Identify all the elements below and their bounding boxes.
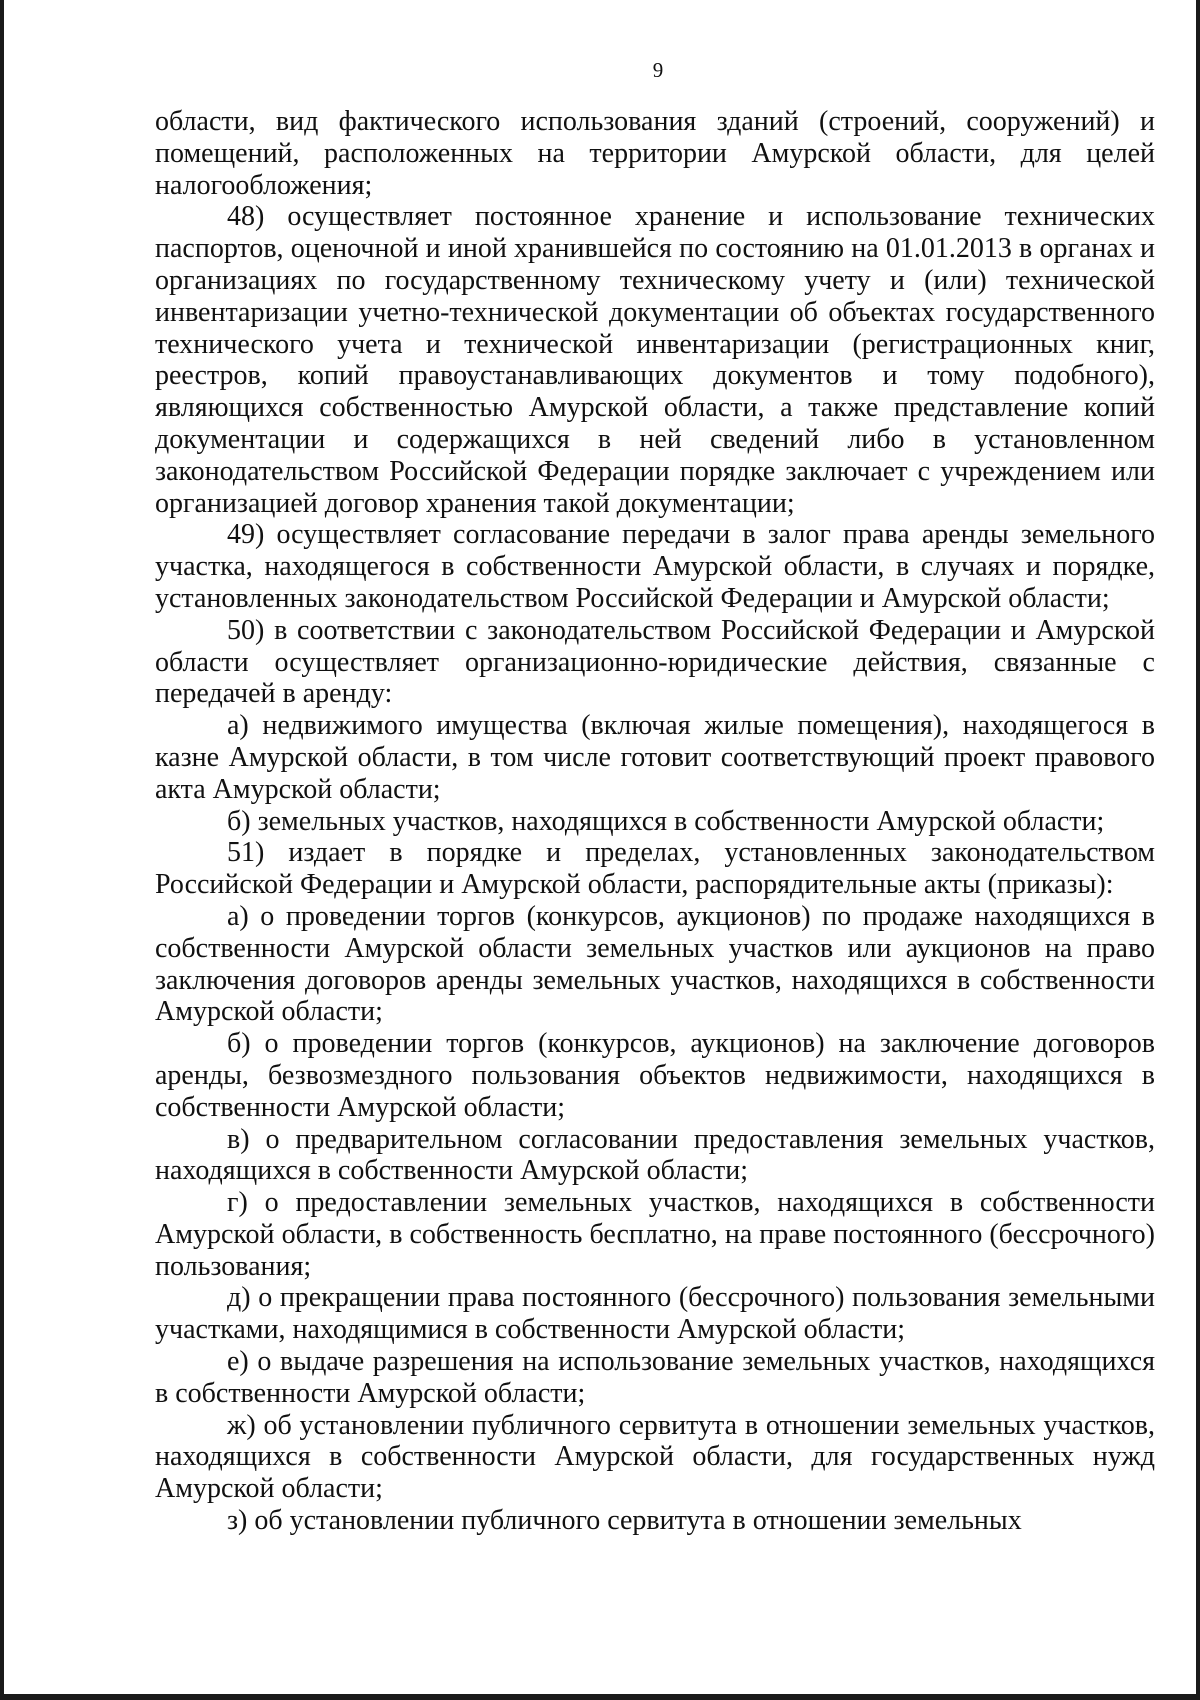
paragraph-item-49: 49) осуществляет согласование передачи в залог права аренды земельного участка, находящегося в собственности Амурской области, в случаях и порядке, установленных законодательством Российской Федерации и Амурской области; — [155, 519, 1155, 614]
paragraph-subitem-51a: а) о проведении торгов (конкурсов, аукционов) по продаже находящихся в собственности Амурской области земельных участков или аукционов на право заключения договоров аренды земельных участков, находящихся в собственности Амурской области; — [155, 900, 1155, 1028]
paragraph-subitem-51v: в) о предварительном согласовании предоставления земельных участков, находящихся в собственности Амурской области; — [155, 1123, 1155, 1187]
paragraph-subitem-51e: е) о выдаче разрешения на использование земельных участков, находящихся в собственности Амурской области; — [155, 1346, 1155, 1409]
scan-edge-left — [0, 0, 4, 1700]
document-body — [155, 106, 1155, 1537]
paragraph-subitem-51z: з) об установлении публичного сервитута в отношении земельных — [227, 1505, 1022, 1537]
scan-edge-right — [1196, 0, 1200, 1700]
paragraph-subitem-51g: г) о предоставлении земельных участков, находящихся в собственности Амурской области, в собственность бесплатно, на праве постоянного (бессрочного) пользования; — [155, 1187, 1155, 1282]
paragraph-item-48: 48) осуществляет постоянное хранение и использование технических паспортов, оценочной и иной хранившейся по состоянию на 01.01.2013 в органах и организациях по государственному техническому учету и (или) технической инвентаризации учетно-технической документации об объектах государственного технического учета и технической инвентаризации (регистрационных книг, реестров, копий правоустанавливающих документов и тому подобного), являющихся собственностью Амурской области, а также представление копий документации и содержащихся в ней сведений либо в установленном законодательством Российской Федерации порядке заключает с учреждением или организацией договор хранения такой документации; — [155, 201, 1155, 519]
paragraph-subitem-51d: д) о прекращении права постоянного (бессрочного) пользования земельными участками, находящимися в собственности Амурской области; — [155, 1282, 1155, 1346]
paragraph-item-50: 50) в соответствии с законодательством Российской Федерации и Амурской области осуществляет организационно-юридические действия, связанные с передачей в аренду: — [155, 614, 1155, 710]
paragraph-item-51: 51) издает в порядке и пределах, установленных законодательством Российской Федерации и Амурской области, распорядительные акты (приказы): — [155, 837, 1155, 901]
paragraph-subitem-50a: а) недвижимого имущества (включая жилые помещения), находящегося в казне Амурской области, в том числе готовит соответствующий проект правового акта Амурской области; — [155, 710, 1155, 805]
paragraph: области, вид фактического использования зданий (строений, сооружений) и помещений, расположенных на территории Амурской области, для целей налогообложения; — [155, 106, 1155, 201]
paragraph-subitem-50b: б) земельных участков, находящихся в собственности Амурской области; — [227, 805, 1105, 837]
page-number: 9 — [652, 58, 664, 82]
paragraph-subitem-51b: б) о проведении торгов (конкурсов, аукционов) на заключение договоров аренды, безвозмездного пользования объектов недвижимости, находящихся в собственности Амурской области; — [155, 1028, 1155, 1123]
scan-edge-bottom — [0, 1694, 1200, 1700]
paragraph-subitem-51zh: ж) об установлении публичного сервитута в отношении земельных участков, находящихся в собственности Амурской области, для государственных нужд Амурской области; — [155, 1409, 1155, 1505]
